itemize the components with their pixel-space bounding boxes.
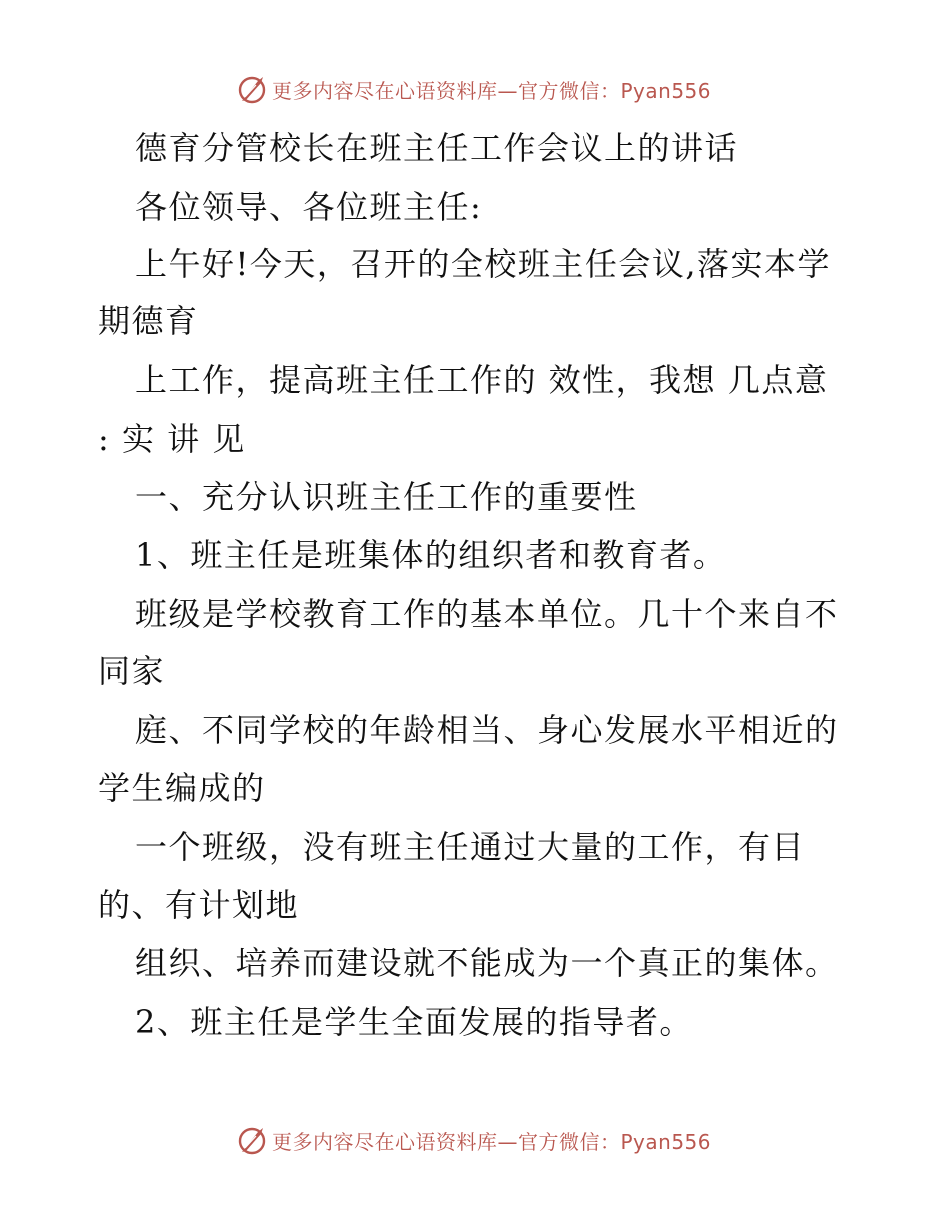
quill-pen-circle-icon <box>236 1124 268 1156</box>
footer-watermark <box>236 1123 711 1157</box>
subsection-heading: 2、班主任是学生全面发展的指导者。 <box>135 1003 693 1041</box>
quill-pen-circle-icon <box>236 73 268 105</box>
paragraph-line: 一个班级，没有班主任通过大量的工作，有目 <box>135 828 806 866</box>
subsection-heading: 1、班主任是班集体的组织者和教育者。 <box>135 536 727 574</box>
paragraph-line: 庭、不同学校的年龄相当、身心发展水平相近的 <box>135 711 839 749</box>
document-title: 德育分管校长在班主任工作会议上的讲话 <box>135 129 739 167</box>
section-heading: 一、充分认识班主任工作的重要性 <box>135 478 638 516</box>
watermark-text: 更多内容尽在心语资料库—官方微信：Pyan556 <box>272 1129 712 1154</box>
paragraph-line: 同家 <box>98 652 166 690</box>
paragraph-line: 期德育 <box>98 302 199 340</box>
watermark-text: 更多内容尽在心语资料库—官方微信：Pyan556 <box>272 78 712 103</box>
paragraph-line: : 实 讲 见 <box>98 420 246 458</box>
paragraph-line: 班级是学校教育工作的基本单位。几十个来自不 <box>135 595 839 633</box>
header-watermark <box>236 72 711 106</box>
paragraph-line: 组织、培养而建设就不能成为一个真正的集体。 <box>135 944 839 982</box>
paragraph-line: 上午好!今天，召开的全校班主任会议,落实本学 <box>135 245 832 283</box>
paragraph-line: 学生编成的 <box>98 769 266 807</box>
paragraph-line: 的、有计划地 <box>98 886 300 924</box>
paragraph-line: 上工作，提高班主任工作的 效性，我想 几点意 <box>135 361 829 399</box>
salutation: 各位领导、各位班主任: <box>135 188 483 226</box>
